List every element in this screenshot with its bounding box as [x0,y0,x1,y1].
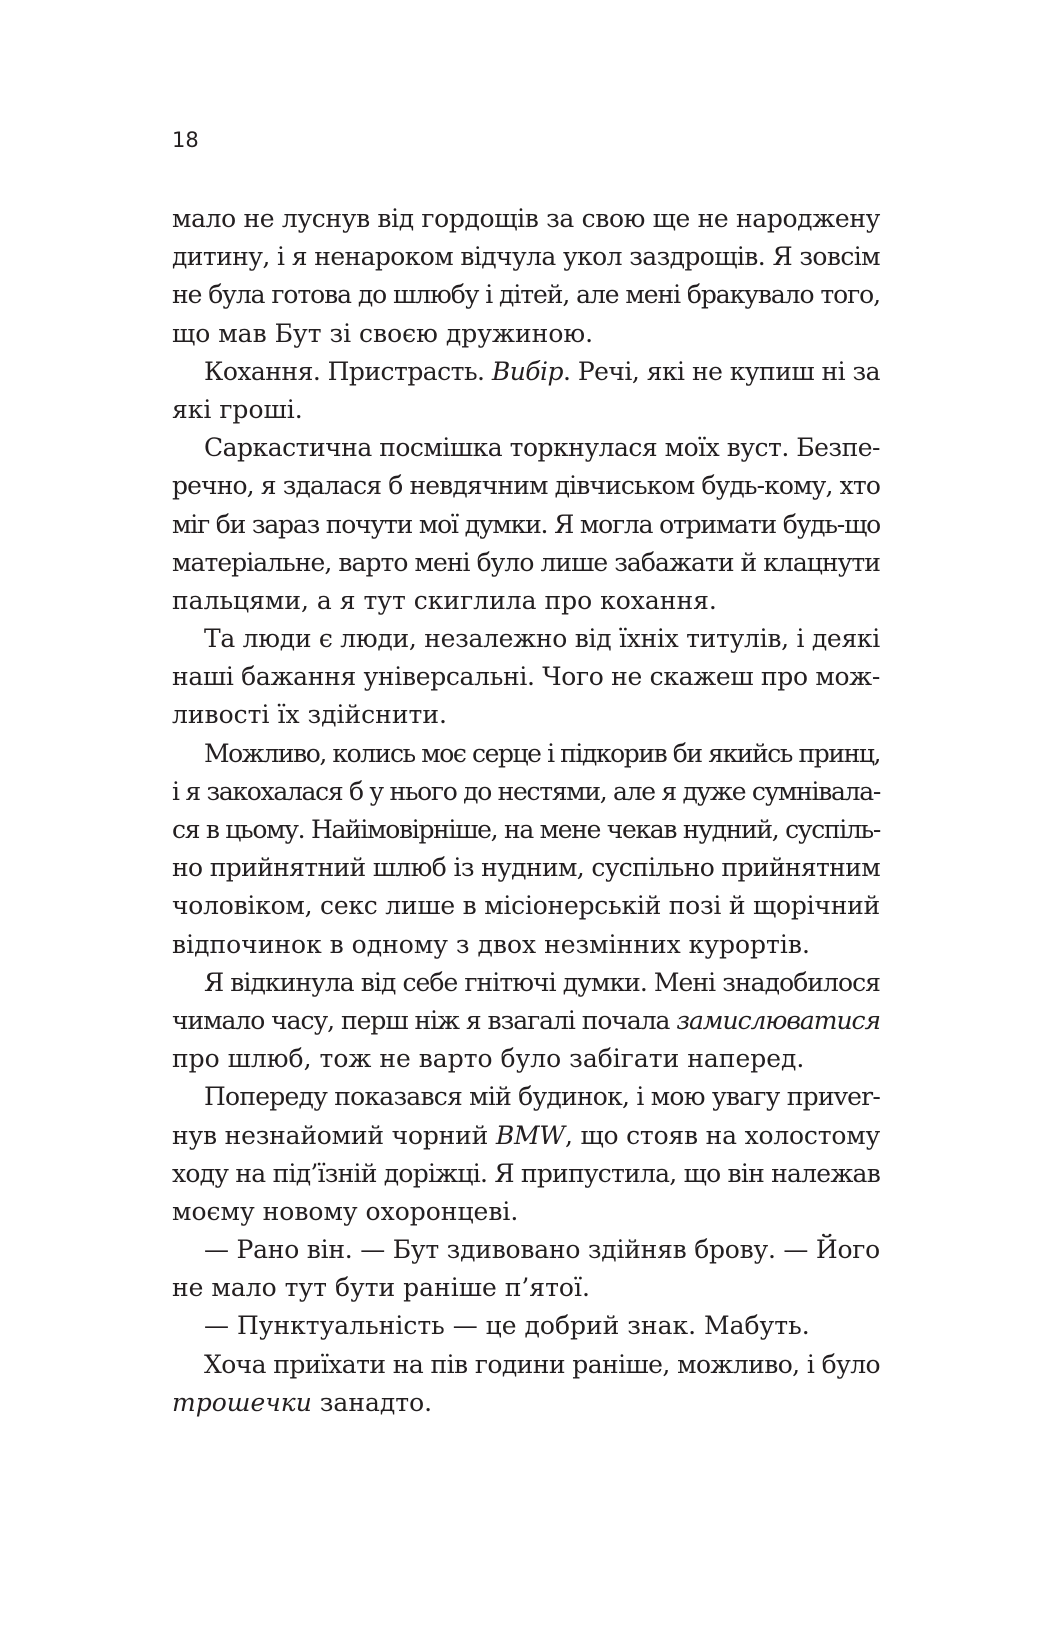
text-segment: Можливо, колись моє серце і підкорив би якийсь принц, [204,738,880,768]
text-line [172,429,880,467]
text-segment: Я відкинула від себе гнітючі думки. Мені знадобилося [204,967,881,997]
italic-text: BMW [495,1120,565,1150]
text-line [172,391,880,429]
text-segment: пальцями, а я тут скиглила про кохання. [172,585,717,615]
text-segment: — Рано він. — Бут здивовано здійняв брову. — Його [204,1235,880,1265]
text-segment: не мало тут бути раніше п’ятої. [172,1273,590,1303]
page-number: 18 [172,128,199,152]
text-line [172,1078,880,1116]
text-segment: матеріальне, варто мені було лише забажати й клацнути [172,547,880,577]
text-segment: і я закохалася б у нього до нестями, але я дуже сумнівала- [172,776,880,806]
text-line [172,467,880,505]
text-line [172,1269,880,1307]
text-line [172,887,880,925]
text-line [172,964,880,1002]
italic-text: Вибір [491,356,563,386]
text-line [172,926,880,964]
text-line [172,582,880,620]
text-line [172,773,880,811]
text-segment: ходу на під’їзній доріжці. Я припустила, що він належав [172,1158,880,1188]
text-line [172,735,880,773]
text-segment: чоловіком, секс лише в місіонерській позі й щорічний [172,891,880,921]
text-line [172,658,880,696]
text-line [172,1384,880,1422]
text-line [172,1117,880,1155]
text-line [172,811,880,849]
text-segment: но прийнятний шлюб із нудним, суспільно прийнятним [172,853,880,883]
text-line [172,276,880,314]
text-segment: Та люди є люди, незалежно від їхніх титулів, і деякі [204,624,880,654]
text-line [172,849,880,887]
text-segment: . Речі, які не купиш ні за [563,356,880,386]
text-line [172,1231,880,1269]
text-line [172,1002,880,1040]
text-segment: занадто. [311,1387,433,1417]
text-segment: міг би зараз почути мої думки. Я могла отримати будь-що [172,509,881,539]
text-segment: Хоча приїхати на пів години раніше, можливо, і було [204,1349,881,1379]
text-line [172,506,880,544]
text-segment: Кохання. Пристрасть. [204,356,492,386]
text-segment: , що стояв на холостому [564,1120,881,1150]
text-segment: мало не луснув від гордощів за свою ще не народжену [172,204,881,233]
text-segment: не була готова до шлюбу і дітей, але мені бракувало того, [172,280,880,310]
text-line [172,1155,880,1193]
text-line [172,315,880,353]
text-line [172,544,880,582]
text-line [172,353,880,391]
text-segment: — Пунктуальність — це добрий знак. Мабуть. [204,1311,810,1341]
text-segment: Саркастична посмішка торкнулася моїх вуст. Безпе- [204,433,880,463]
body-text [172,200,880,1422]
text-line [172,200,880,238]
italic-text: трошечки [172,1387,312,1417]
text-segment: що мав Бут зі своєю дружиною. [172,318,594,348]
text-segment: про шлюб, тож не варто було забігати наперед. [172,1044,805,1074]
text-segment: ся в цьому. Найімовірніше, на мене чекав нудний, суспіль- [172,815,880,844]
text-line [172,696,880,734]
text-line [172,620,880,658]
text-segment: які гроші. [172,394,303,424]
text-line [172,238,880,276]
text-segment: Попереду показався мій будинок, і мою увагу приver- [204,1082,880,1112]
text-segment: нув незнайомий чорний [172,1120,496,1150]
text-segment: наші бажання універсальні. Чого не скажеш про мож- [172,662,880,692]
text-segment: ливості їх здійснити. [172,700,447,730]
text-segment: моєму новому охоронцеві. [172,1196,519,1226]
text-segment: відпочинок в одному з двох незмінних курортів. [172,929,810,959]
text-line [172,1040,880,1078]
text-line [172,1307,880,1345]
text-line [172,1193,880,1231]
italic-text: замислюватися [676,1005,880,1035]
text-segment: речно, я здалася б невдячним дівчиськом будь-кому, хто [172,471,880,501]
text-segment: дитину, і я ненароком відчула укол заздрощів. Я зовсім [172,242,880,272]
text-segment: чимало часу, перш ніж я взагалі почала [172,1005,677,1035]
text-line [172,1346,880,1384]
